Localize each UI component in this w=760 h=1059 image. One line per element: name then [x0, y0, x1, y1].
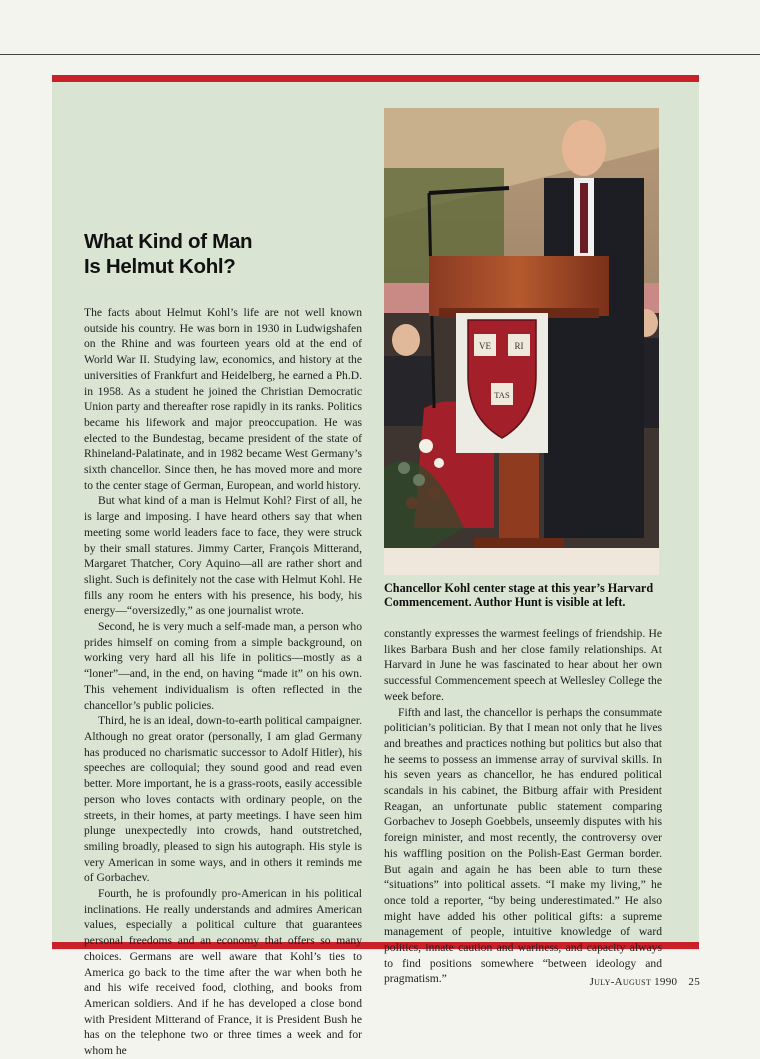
- top-rule: [0, 54, 760, 55]
- left-column: [84, 305, 362, 1059]
- issue-date: July-August 1990: [589, 976, 678, 988]
- paragraph: Second, he is very much a self-made man, a person who prides himself on coming from a simple background, on working very hard all his life in politics—mostly as a “loner”—and, in the end, on having “made it” on his own. This vehement individualism is often reflected in the chancellor’s public policies.: [84, 620, 362, 712]
- photo-caption: Chancellor Kohl center stage at this year’s Harvard Commencement. Author Hunt is visible at left.: [384, 581, 654, 609]
- commencement-photo: [384, 108, 659, 575]
- shield-book-1: VE: [479, 341, 491, 351]
- photo-illustration: [384, 108, 659, 575]
- paragraph: constantly expresses the warmest feelings of friendship. He likes Barbara Bush and her close family relationships. At Harvard in June he was fascinated to hear about her own successful Commencement speech at Wellesley College the week before.: [384, 627, 662, 703]
- shield-book-2: RI: [514, 341, 524, 351]
- top-red-rule: [52, 75, 699, 82]
- paragraph: Third, he is an ideal, down-to-earth political campaigner. Although no great orator (personally, I am glad Germany has produced no charismatic successor to Adolf Hitler), his speeches are colloquial; they sound good and read even better. More important, he is a grass-roots, easily accessible person who loves contacts with ordinary people, on the streets, in their homes, at party meetings. I have seen him plunge unexpectedly into crowds, hand outstretched, smiling broadly, pleased to sign his autograph. His style is very American in some ways, and in others it reminds me of Gorbachev.: [84, 714, 362, 885]
- page-footer: [582, 976, 700, 988]
- page-number: 25: [688, 976, 700, 988]
- paragraph: Fifth and last, the chancellor is perhaps the consummate politician’s politician. By that I mean not only that he lives and breathes and practices nothing but politics but also that he seems to possess an immense array of survival skills. In his seven years as chancellor, he has endured political scandals in his cabinet, the Bitburg affair with President Reagan, an unfortunate public statement comparing Gorbachev to Joseph Goebbels, unseemly disputes with his foreign minister, and most recently, the controversy over his waffling position on the Polish-East German border. But again and again he has been able to turn these “situations” into political assets. “I make my living,” he once told a reporter, “by being underestimated.” He also might have added his other political gifts: a supreme management of people, intuitive knowledge of ward politics, innate caution and wariness, and capacity always to find positions somewhere “between ideology and pragmatism.”: [384, 705, 662, 986]
- paragraph: But what kind of a man is Helmut Kohl? First of all, he is large and imposing. I have heard others say that when meeting some world leaders face to face, they were struck by their small statures. Jimmy Carter, François Mitterand, Margaret Thatcher, Cory Aquino—all are rather short and slight. Such is definitely not the case with Helmut Kohl. He fills any room he enters with his presence, his body, his energy—“oversizedly,” as one journalist wrote.: [84, 494, 362, 618]
- article-title: [84, 229, 344, 279]
- title-line-1: What Kind of Man: [84, 230, 253, 253]
- title-line-2: Is Helmut Kohl?: [84, 255, 236, 278]
- paragraph: The facts about Helmut Kohl’s life are not well known outside his country. He was born in 1930 in Ludwigshafen on the Rhine and was fourteen years old at the end of World War II. Studying law, economics, and history at the universities of Frankfurt and Heidelberg, he earned a Ph.D. in 1958. As a student he joined the Christian Democratic Union party and thereafter rose rapidly in its ranks. Politics became his lifework and major preoccupation. He was elected to the Bundestag, became president of the state of Rhineland-Palatinate, and in 1982 became West Germany’s sixth chancellor. Since then, he has moved more and more to the center stage of German, European, and world history.: [84, 306, 362, 492]
- right-column: [384, 626, 662, 987]
- paragraph: Fourth, he is profoundly pro-American in his political inclinations. He really understands and admires American values, especially a political culture that guarantees personal freedoms and an economy that offers so many choices. Germans are well aware that Kohl’s ties to America go back to the time after the war when both he and his wife received food, clothing, and books from American soldiers. And if he has developed a close bond with President Mitterand of France, it is President Bush he has on the telephone two or three times a week and for whom he: [84, 887, 362, 1058]
- shield-book-3: TAS: [494, 390, 510, 400]
